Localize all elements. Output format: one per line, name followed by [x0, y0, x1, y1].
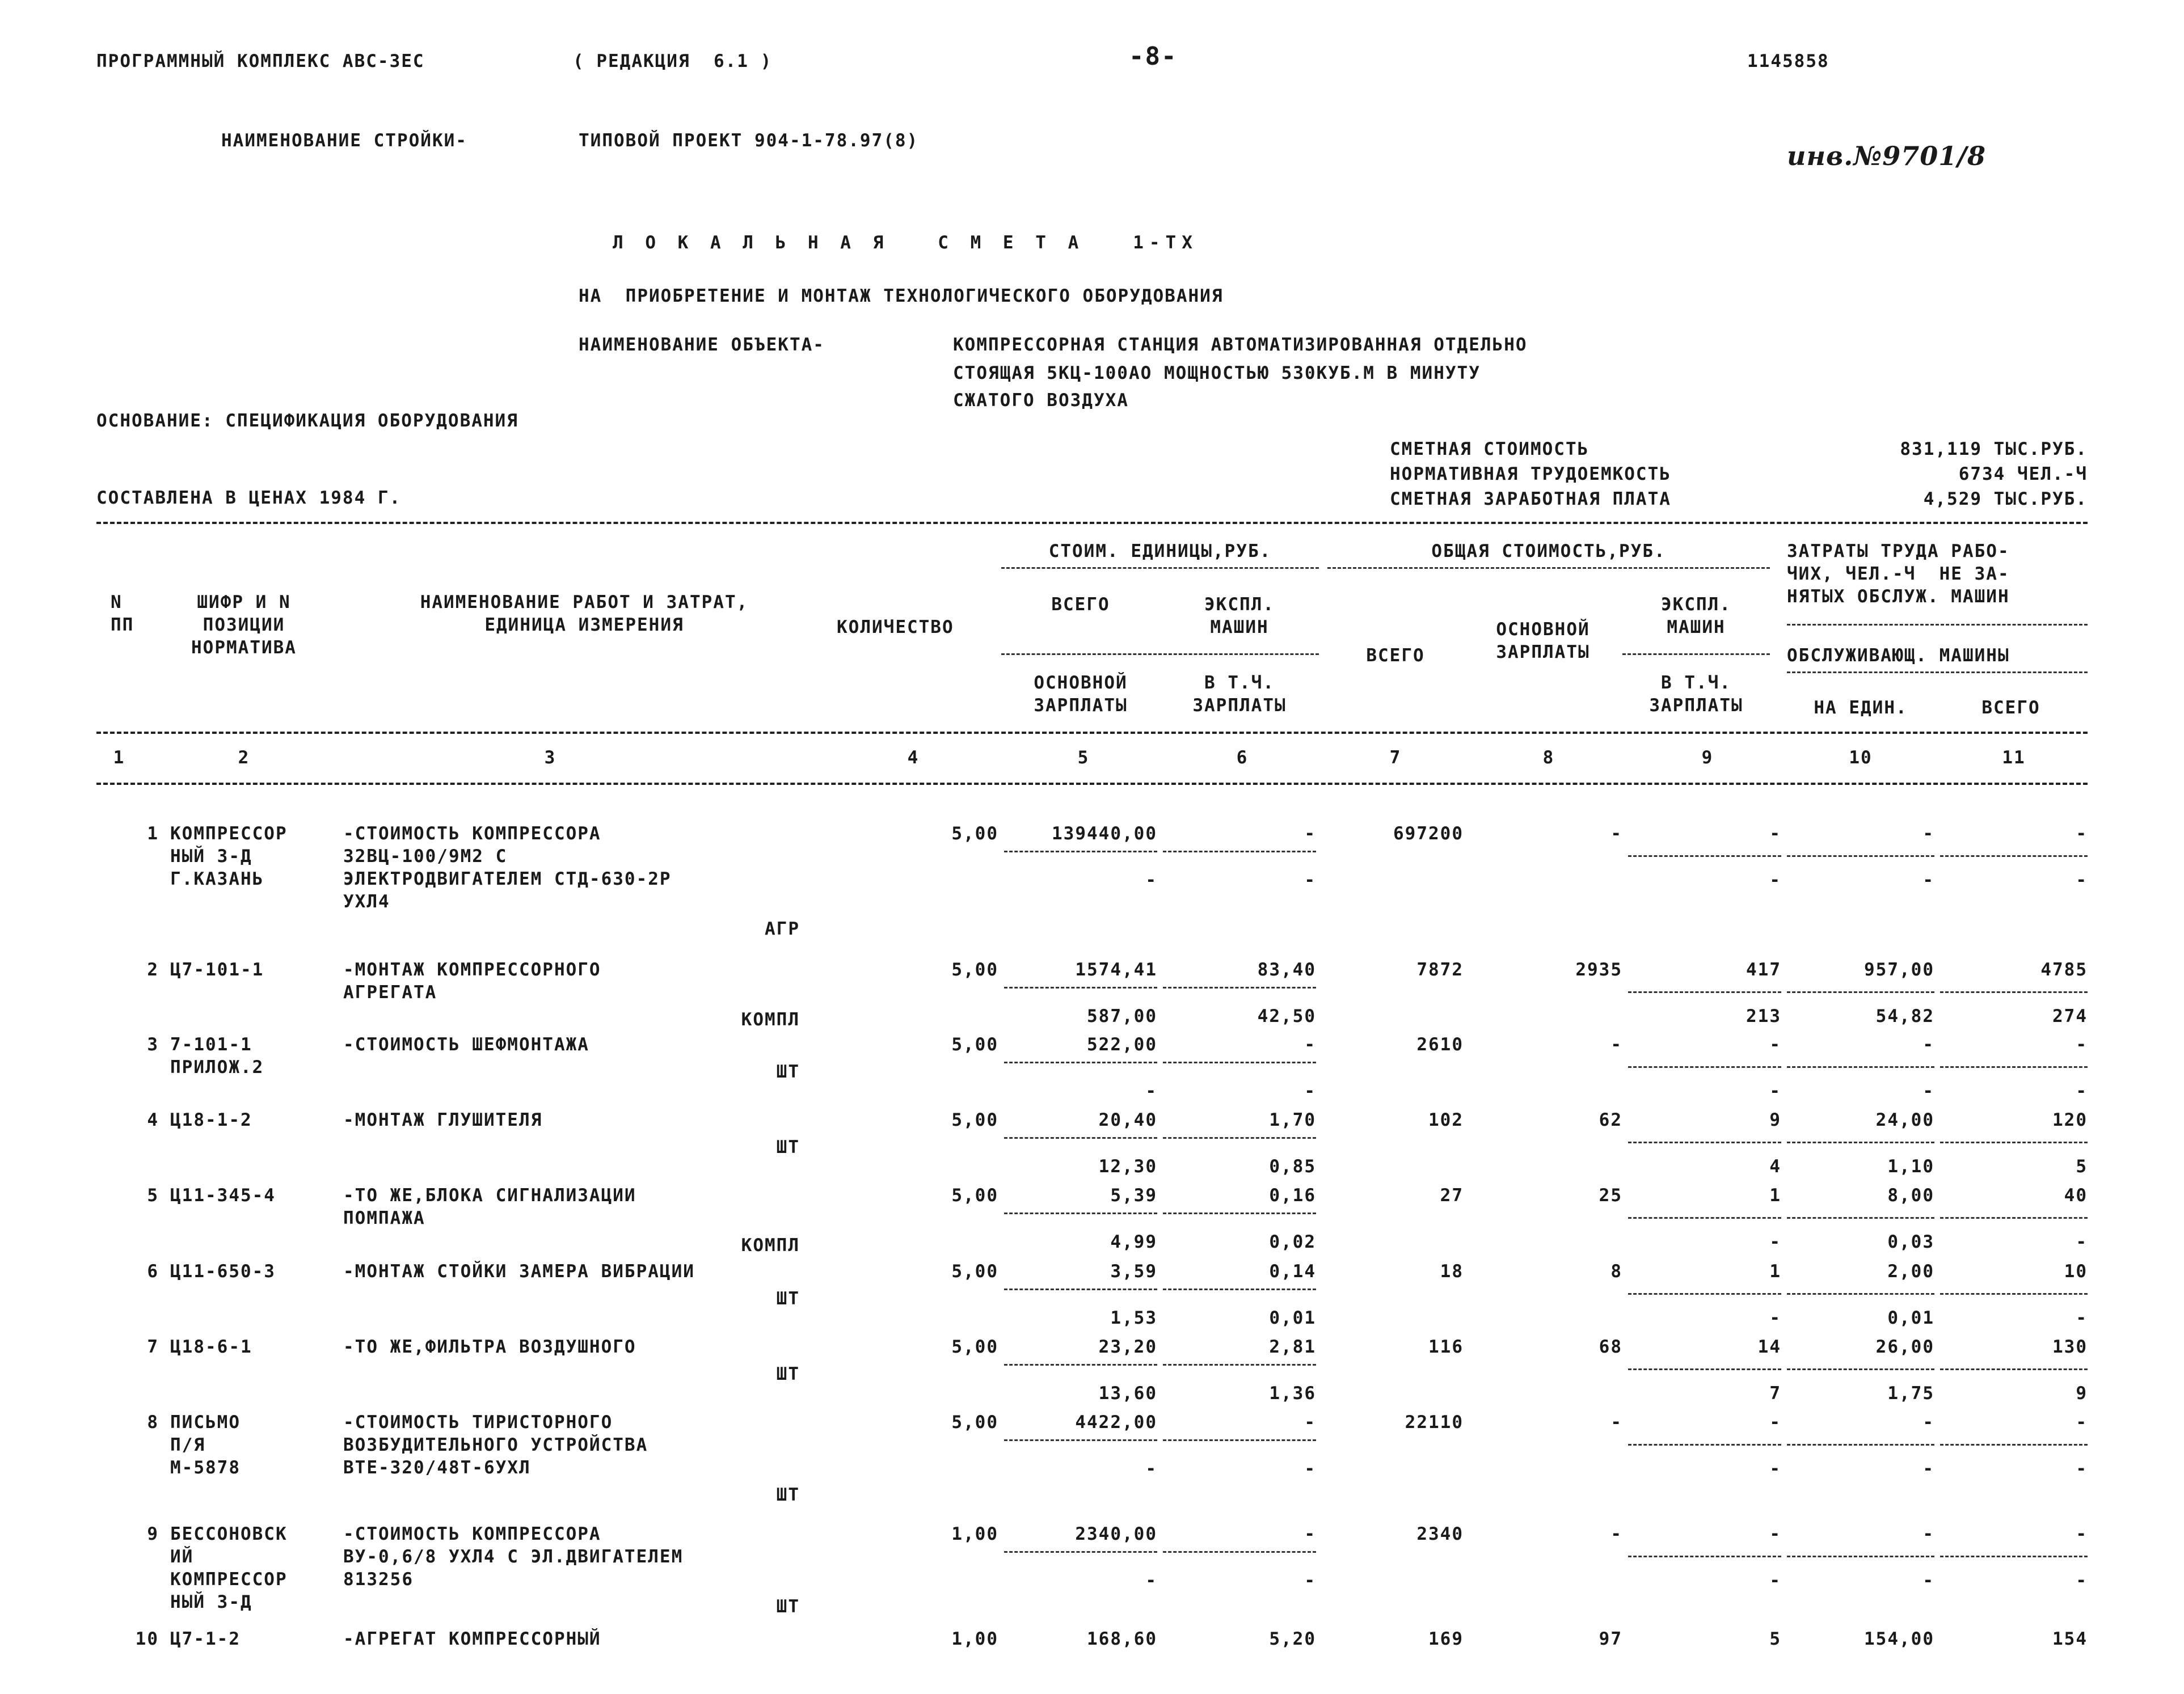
total-cost: 116 [1428, 1337, 1464, 1357]
row-quantity: 5,00 [951, 1185, 998, 1206]
col-number: 5 [1077, 747, 1090, 768]
row-divider [1163, 1289, 1316, 1290]
labor-total: 154 [2052, 1629, 2088, 1649]
unit-cost-machines: 1,70 [1269, 1110, 1316, 1130]
row-divider [1787, 1444, 1934, 1446]
total-cost: 2340 [1416, 1524, 1464, 1544]
row-divider [1004, 1062, 1157, 1063]
total-cost: 27 [1440, 1185, 1464, 1206]
summary-label: СМЕТНАЯ СТОИМОСТЬ [1390, 439, 1589, 459]
row-unit: КОМПЛ [741, 1235, 800, 1256]
row-code: 7-101-1 ПРИЛОЖ.2 [170, 1034, 264, 1078]
col-header-unit-machine-wages: В Т.Ч. ЗАРПЛАТЫ [1192, 673, 1287, 716]
total-machine-wages: 7 [1769, 1383, 1781, 1404]
total-machine-wages: - [1769, 1081, 1781, 1101]
row-number: 4 [147, 1110, 159, 1130]
document-title: Л О К А Л Ь Н А Я С М Е Т А 1-ТХ [613, 233, 1198, 253]
unit-cost-total: 3,59 [1110, 1261, 1157, 1282]
labor-machines-total: - [2076, 1232, 2088, 1252]
row-divider [1787, 1217, 1934, 1219]
total-wages: 68 [1599, 1337, 1622, 1357]
row-number: 9 [147, 1524, 159, 1544]
inventory-number: инв.№9701/8 [1787, 141, 1987, 171]
row-code: КОМПРЕССОР НЫЙ З-Д Г.КАЗАНЬ [170, 823, 288, 889]
col-number: 7 [1389, 747, 1402, 768]
total-cost: 697200 [1393, 823, 1464, 844]
total-machines: - [1769, 823, 1781, 844]
col-rule [1787, 624, 2088, 626]
construction-label: НАИМЕНОВАНИЕ СТРОЙКИ- [221, 130, 467, 151]
labor-per-unit: - [1922, 1034, 1934, 1055]
row-divider [1004, 1213, 1157, 1214]
col-header-number: N ПП [111, 592, 134, 635]
unit-cost-wages: 1,53 [1110, 1308, 1157, 1328]
object-label: НАИМЕНОВАНИЕ ОБЪЕКТА- [579, 335, 825, 355]
row-unit: КОМПЛ [741, 1009, 800, 1030]
labor-machines-per-unit: - [1922, 870, 1934, 890]
total-machine-wages: - [1769, 1570, 1781, 1591]
total-machine-wages: - [1769, 870, 1781, 890]
total-machines: 1 [1769, 1261, 1781, 1282]
row-divider [1940, 991, 2088, 993]
total-machine-wages: - [1769, 1232, 1781, 1252]
row-name: -АГРЕГАТ КОМПРЕССОРНЫЙ [343, 1629, 601, 1649]
row-divider [1004, 1289, 1157, 1290]
unit-cost-machine-wages: - [1304, 1081, 1316, 1101]
col-number: 10 [1849, 747, 1873, 768]
row-divider [1940, 1556, 2088, 1557]
labor-machines-total: 9 [2076, 1383, 2088, 1404]
col-header-total-all: ВСЕГО [1366, 645, 1425, 666]
total-wages: 2935 [1575, 960, 1622, 980]
unit-cost-machine-wages: 1,36 [1269, 1383, 1316, 1404]
col-number: 11 [2002, 747, 2026, 768]
row-unit: ШТ [776, 1289, 800, 1309]
row-name: -СТОИМОСТЬ ТИРИСТОРНОГО ВОЗБУДИТЕЛЬНОГО УСТРОЙСТВА ВТЕ-320/48Т-6УХЛ [343, 1412, 648, 1478]
unit-cost-total: 20,40 [1098, 1110, 1157, 1130]
summary-label: НОРМАТИВНАЯ ТРУДОЕМКОСТЬ [1390, 464, 1671, 484]
row-divider [1628, 1556, 1781, 1557]
unit-cost-machine-wages: 42,50 [1257, 1006, 1316, 1026]
col-number: 3 [544, 747, 556, 768]
unit-cost-machine-wages: - [1304, 870, 1316, 890]
unit-cost-machine-wages: 0,01 [1269, 1308, 1316, 1328]
col-header-total-machine-wages: В Т.Ч. ЗАРПЛАТЫ [1649, 673, 1743, 716]
total-wages: - [1610, 1412, 1622, 1433]
row-divider [1628, 1444, 1781, 1446]
unit-cost-wages: 4,99 [1110, 1232, 1157, 1252]
total-machine-wages: 4 [1769, 1156, 1781, 1177]
col-header-name: НАИМЕНОВАНИЕ РАБОТ И ЗАТРАТ, ЕДИНИЦА ИЗМЕРЕНИЯ [420, 592, 749, 635]
labor-machines-per-unit: - [1922, 1459, 1934, 1479]
summary-value: 831,119 ТЫС.РУБ. [1900, 439, 2088, 459]
summary-value: 6734 ЧЕЛ.-Ч [1958, 464, 2088, 484]
object-line-1: КОМПРЕССОРНАЯ СТАНЦИЯ АВТОМАТИЗИРОВАННАЯ ОТДЕЛЬНО [953, 335, 1528, 355]
total-machines: - [1769, 1412, 1781, 1433]
row-name: -МОНТАЖ КОМПРЕССОРНОГО АГРЕГАТА [343, 960, 601, 1003]
row-divider [1940, 1444, 2088, 1446]
total-machines: 9 [1769, 1110, 1781, 1130]
total-wages: - [1610, 1034, 1622, 1055]
labor-total: 10 [2064, 1261, 2088, 1282]
total-cost: 22110 [1405, 1412, 1464, 1433]
col-header-unit-total: ВСЕГО [1051, 594, 1110, 615]
col-rule [1787, 671, 2088, 673]
unit-cost-machines: - [1304, 1412, 1316, 1433]
row-divider [1787, 991, 1934, 993]
labor-machines-total: - [2076, 1459, 2088, 1479]
col-number: 1 [113, 747, 125, 768]
unit-cost-machines: 0,14 [1269, 1261, 1316, 1282]
labor-total: - [2076, 1524, 2088, 1544]
labor-total: 40 [2064, 1185, 2088, 1206]
total-cost: 102 [1428, 1110, 1464, 1130]
row-divider [1004, 1439, 1157, 1441]
row-divider [1163, 1062, 1316, 1063]
labor-per-unit: 8,00 [1887, 1185, 1934, 1206]
row-code: Ц11-345-4 [170, 1185, 276, 1206]
labor-per-unit: 26,00 [1875, 1337, 1934, 1357]
total-machines: 14 [1757, 1337, 1781, 1357]
summary-label: СМЕТНАЯ ЗАРАБОТНАЯ ПЛАТА [1390, 489, 1671, 509]
unit-cost-machines: 5,20 [1269, 1629, 1316, 1649]
labor-machines-per-unit: 1,10 [1887, 1156, 1934, 1177]
row-quantity: 5,00 [951, 1110, 998, 1130]
col-number: 6 [1236, 747, 1249, 768]
unit-cost-machines: 2,81 [1269, 1337, 1316, 1357]
price-level: СОСТАВЛЕНА В ЦЕНАХ 1984 Г. [96, 488, 402, 508]
row-divider [1787, 855, 1934, 857]
col-rule [1001, 653, 1319, 655]
unit-cost-wages: - [1145, 1570, 1157, 1591]
col-rule [1327, 567, 1770, 569]
total-cost: 2610 [1416, 1034, 1464, 1055]
labor-per-unit: 957,00 [1864, 960, 1934, 980]
program-name: ПРОГРАММНЫЙ КОМПЛЕКС АВС-3ЕС [96, 51, 425, 71]
row-name: -СТОИМОСТЬ КОМПРЕССОРА ВУ-0,6/8 УХЛ4 С ЭЛ.ДВИГАТЕЛЕМ 813256 [343, 1524, 684, 1590]
total-machines: 1 [1769, 1185, 1781, 1206]
row-number: 10 [135, 1629, 159, 1649]
col-number: 9 [1701, 747, 1714, 768]
row-code: ПИСЬМО П/Я М-5878 [170, 1412, 241, 1478]
page-number: -8- [1129, 42, 1178, 71]
total-machines: - [1769, 1524, 1781, 1544]
total-machine-wages: - [1769, 1459, 1781, 1479]
unit-cost-total: 2340,00 [1075, 1524, 1157, 1544]
table-rule [96, 522, 2088, 524]
row-divider [1940, 1368, 2088, 1370]
total-machines: 417 [1746, 960, 1781, 980]
total-cost: 7872 [1416, 960, 1464, 980]
col-header-total-machines: ЭКСПЛ. МАШИН [1661, 594, 1731, 637]
labor-per-unit: - [1922, 823, 1934, 844]
object-line-2: СТОЯЩАЯ 5КЦ-100АО МОЩНОСТЬЮ 530КУБ.М В МИНУТУ [953, 363, 1481, 383]
total-wages: 25 [1599, 1185, 1622, 1206]
col-header-labor-total: ВСЕГО [1981, 698, 2040, 718]
row-unit: ШТ [776, 1062, 800, 1082]
col-header-labor-unit: НА ЕДИН. [1814, 698, 1908, 718]
row-divider [1628, 855, 1781, 857]
row-divider [1628, 1142, 1781, 1143]
unit-cost-machine-wages: - [1304, 1459, 1316, 1479]
unit-cost-wages: 587,00 [1087, 1006, 1157, 1026]
row-code: Ц7-101-1 [170, 960, 264, 980]
row-quantity: 1,00 [951, 1629, 998, 1649]
labor-machines-total: 5 [2076, 1156, 2088, 1177]
unit-cost-wages: - [1145, 1081, 1157, 1101]
row-divider [1940, 1293, 2088, 1295]
unit-cost-machine-wages: - [1304, 1570, 1316, 1591]
labor-machines-per-unit: 0,01 [1887, 1308, 1934, 1328]
unit-cost-total: 23,20 [1098, 1337, 1157, 1357]
labor-machines-per-unit: - [1922, 1570, 1934, 1591]
labor-machines-total: - [2076, 870, 2088, 890]
row-name: -ТО ЖЕ,ФИЛЬТРА ВОЗДУШНОГО [343, 1337, 636, 1357]
row-quantity: 5,00 [951, 1261, 998, 1282]
unit-cost-wages: - [1145, 1459, 1157, 1479]
col-header-labor: ЗАТРАТЫ ТРУДА РАБО- ЧИХ, ЧЕЛ.-Ч НЕ ЗА- НЯТЫХ ОБСЛУЖ. МАШИН [1787, 541, 2010, 607]
total-wages: 97 [1599, 1629, 1622, 1649]
row-divider [1004, 1137, 1157, 1139]
row-code: Ц7-1-2 [170, 1629, 241, 1649]
basis: ОСНОВАНИЕ: СПЕЦИФИКАЦИЯ ОБОРУДОВАНИЯ [96, 411, 518, 431]
row-name: -СТОИМОСТЬ ШЕФМОНТАЖА [343, 1034, 589, 1055]
unit-cost-total: 139440,00 [1052, 823, 1157, 844]
col-header-quantity: КОЛИЧЕСТВО [837, 617, 954, 637]
labor-machines-per-unit: 1,75 [1887, 1383, 1934, 1404]
col-header-labor-machines: ОБСЛУЖИВАЮЩ. МАШИНЫ [1787, 645, 2010, 666]
row-divider [1163, 1551, 1316, 1553]
doc-number: 1145858 [1747, 51, 1829, 71]
labor-total: 120 [2052, 1110, 2088, 1130]
col-header-code: ШИФР И N ПОЗИЦИИ НОРМАТИВА [191, 592, 297, 658]
col-rule [1001, 567, 1319, 569]
total-machine-wages: 213 [1746, 1006, 1781, 1026]
labor-total: 130 [2052, 1337, 2088, 1357]
row-code: Ц11-650-3 [170, 1261, 276, 1282]
labor-machines-total: - [2076, 1308, 2088, 1328]
total-machine-wages: - [1769, 1308, 1781, 1328]
total-cost: 169 [1428, 1629, 1464, 1649]
row-divider [1004, 1364, 1157, 1366]
row-divider [1787, 1066, 1934, 1068]
total-cost: 18 [1440, 1261, 1464, 1282]
unit-cost-wages: 12,30 [1098, 1156, 1157, 1177]
construction-name: ТИПОВОЙ ПРОЕКТ 904-1-78.97(8) [579, 130, 919, 151]
row-number: 6 [147, 1261, 159, 1282]
labor-per-unit: - [1922, 1524, 1934, 1544]
row-number: 3 [147, 1034, 159, 1055]
row-quantity: 5,00 [951, 1034, 998, 1055]
unit-cost-total: 5,39 [1110, 1185, 1157, 1206]
col-header-total-cost: ОБЩАЯ СТОИМОСТЬ,РУБ. [1431, 541, 1666, 561]
unit-cost-machines: - [1304, 823, 1316, 844]
col-number: 4 [907, 747, 920, 768]
summary-value: 4,529 ТЫС.РУБ. [1923, 489, 2088, 509]
row-divider [1940, 1217, 2088, 1219]
row-code: Ц18-6-1 [170, 1337, 252, 1357]
row-divider [1628, 1066, 1781, 1068]
row-quantity: 5,00 [951, 960, 998, 980]
unit-cost-machine-wages: 0,02 [1269, 1232, 1316, 1252]
edition: ( РЕДАКЦИЯ 6.1 ) [573, 51, 773, 71]
row-divider [1940, 1066, 2088, 1068]
row-divider [1628, 1368, 1781, 1370]
total-wages: - [1610, 823, 1622, 844]
labor-machines-total: - [2076, 1081, 2088, 1101]
row-unit: ШТ [776, 1596, 800, 1617]
row-quantity: 5,00 [951, 1412, 998, 1433]
row-divider [1163, 1137, 1316, 1139]
table-rule [96, 732, 2088, 734]
total-wages: - [1610, 1524, 1622, 1544]
row-number: 2 [147, 960, 159, 980]
labor-machines-total: 274 [2052, 1006, 2088, 1026]
row-code: БЕССОНОВСК ИЙ КОМПРЕССОР НЫЙ З-Д [170, 1524, 288, 1612]
row-quantity: 5,00 [951, 1337, 998, 1357]
row-number: 1 [147, 823, 159, 844]
col-rule [1622, 653, 1770, 655]
col-header-unit-cost: СТОИМ. ЕДИНИЦЫ,РУБ. [1048, 541, 1272, 561]
total-wages: 62 [1599, 1110, 1622, 1130]
labor-machines-per-unit: - [1922, 1081, 1934, 1101]
row-divider [1787, 1556, 1934, 1557]
unit-cost-machines: - [1304, 1524, 1316, 1544]
row-divider [1163, 987, 1316, 988]
labor-total: 4785 [2040, 960, 2088, 980]
row-divider [1628, 991, 1781, 993]
row-unit: ШТ [776, 1364, 800, 1384]
labor-per-unit: 154,00 [1864, 1629, 1934, 1649]
row-number: 5 [147, 1185, 159, 1206]
unit-cost-wages: 13,60 [1098, 1383, 1157, 1404]
row-quantity: 5,00 [951, 823, 998, 844]
row-quantity: 1,00 [951, 1524, 998, 1544]
row-number: 7 [147, 1337, 159, 1357]
row-name: -МОНТАЖ ГЛУШИТЕЛЯ [343, 1110, 543, 1130]
labor-machines-per-unit: 54,82 [1875, 1006, 1934, 1026]
row-divider [1004, 1551, 1157, 1553]
col-header-unit-wages: ОСНОВНОЙ ЗАРПЛАТЫ [1034, 673, 1128, 716]
labor-per-unit: 24,00 [1875, 1110, 1934, 1130]
document-subtitle: НА ПРИОБРЕТЕНИЕ И МОНТАЖ ТЕХНОЛОГИЧЕСКОГО ОБОРУДОВАНИЯ [579, 286, 1224, 306]
table-rule [96, 783, 2088, 785]
total-wages: 8 [1610, 1261, 1622, 1282]
labor-total: - [2076, 823, 2088, 844]
total-machines: 5 [1769, 1629, 1781, 1649]
unit-cost-total: 522,00 [1087, 1034, 1157, 1055]
unit-cost-machines: 0,16 [1269, 1185, 1316, 1206]
row-divider [1787, 1142, 1934, 1143]
row-name: -ТО ЖЕ,БЛОКА СИГНАЛИЗАЦИИ ПОМПАЖА [343, 1185, 636, 1228]
row-divider [1787, 1293, 1934, 1295]
unit-cost-machines: - [1304, 1034, 1316, 1055]
row-divider [1628, 1217, 1781, 1219]
row-divider [1163, 1364, 1316, 1366]
row-divider [1163, 851, 1316, 852]
object-line-3: СЖАТОГО ВОЗДУХА [953, 390, 1129, 411]
labor-total: - [2076, 1412, 2088, 1433]
row-unit: ШТ [776, 1485, 800, 1505]
row-code: Ц18-1-2 [170, 1110, 252, 1130]
row-name: -МОНТАЖ СТОЙКИ ЗАМЕРА ВИБРАЦИИ [343, 1261, 695, 1282]
unit-cost-wages: - [1145, 870, 1157, 890]
row-divider [1940, 855, 2088, 857]
labor-machines-total: - [2076, 1570, 2088, 1591]
labor-per-unit: 2,00 [1887, 1261, 1934, 1282]
row-divider [1163, 1213, 1316, 1214]
labor-per-unit: - [1922, 1412, 1934, 1433]
row-name: -СТОИМОСТЬ КОМПРЕССОРА 32ВЦ-100/9М2 С ЭЛЕКТРОДВИГАТЕЛЕМ СТД-630-2Р УХЛ4 [343, 823, 672, 912]
unit-cost-machine-wages: 0,85 [1269, 1156, 1316, 1177]
labor-total: - [2076, 1034, 2088, 1055]
row-divider [1004, 987, 1157, 988]
row-unit: ШТ [776, 1137, 800, 1158]
row-unit: АГР [765, 919, 800, 939]
col-number: 2 [238, 747, 250, 768]
unit-cost-total: 1574,41 [1075, 960, 1157, 980]
row-divider [1787, 1368, 1934, 1370]
col-header-total-wages: ОСНОВНОЙ ЗАРПЛАТЫ [1496, 619, 1590, 662]
col-number: 8 [1542, 747, 1555, 768]
labor-machines-per-unit: 0,03 [1887, 1232, 1934, 1252]
unit-cost-total: 168,60 [1087, 1629, 1157, 1649]
row-divider [1940, 1142, 2088, 1143]
row-divider [1004, 851, 1157, 852]
unit-cost-total: 4422,00 [1075, 1412, 1157, 1433]
total-machines: - [1769, 1034, 1781, 1055]
row-number: 8 [147, 1412, 159, 1433]
col-header-unit-machines: ЭКСПЛ. МАШИН [1204, 594, 1275, 637]
row-divider [1628, 1293, 1781, 1295]
unit-cost-machines: 83,40 [1257, 960, 1316, 980]
row-divider [1163, 1439, 1316, 1441]
